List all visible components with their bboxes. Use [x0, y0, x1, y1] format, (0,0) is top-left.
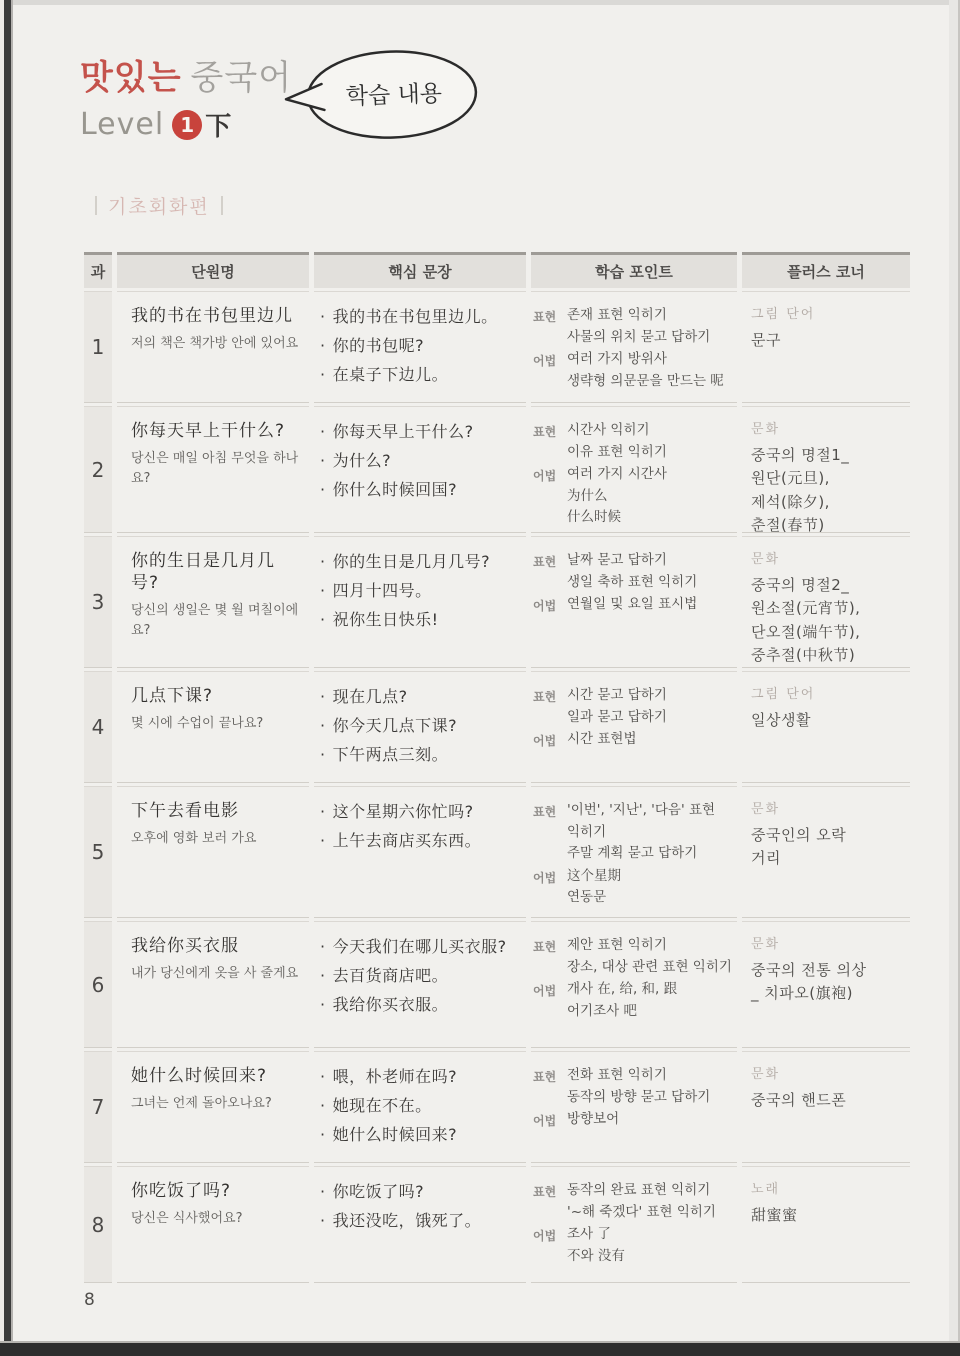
plus-line: 중국의 전통 의상: [751, 961, 867, 979]
unit-title-kr: 당신은 식사했어요?: [131, 1211, 243, 1227]
point-group: [533, 464, 737, 529]
point-line: 不와 没有: [567, 1247, 625, 1264]
point-label: 어법: [533, 469, 557, 484]
unit-name-cell: [117, 921, 309, 1048]
point-line: 주말 계획 묻고 답하기: [567, 845, 698, 862]
point-line: 동작의 방향 묻고 답하기: [567, 1088, 711, 1105]
header-plus-corner: 플러스 코너: [742, 252, 910, 288]
level-word: Level: [80, 107, 165, 142]
point-line: 날짜 묻고 답하기: [567, 552, 667, 568]
speech-bubble-text: 학습 내용: [345, 80, 443, 111]
point-lines: [567, 305, 710, 348]
sentence-item: · 四月十四号。: [320, 577, 524, 606]
lesson-number: 1: [84, 291, 112, 403]
sentence-item: · 祝你生日快乐!: [320, 606, 524, 635]
point-line: 장소, 대상 관련 표현 익히기: [567, 958, 732, 975]
unit-title-kr: 오후에 영화 보러 가요: [131, 831, 257, 847]
point-label: 표현: [533, 1185, 557, 1199]
sentence-item: · 我给你买衣服。: [320, 991, 524, 1020]
point-line: '~해 죽겠다' 표현 익히기: [567, 1203, 716, 1220]
sentence-list: [314, 406, 526, 533]
header-learning-points: 학습 포인트: [531, 252, 737, 288]
plus-corner-cell: [742, 536, 910, 668]
table-row: [84, 1166, 910, 1283]
point-line: 존재 표현 익히기: [567, 307, 667, 323]
point-line: 조사 了: [567, 1226, 611, 1243]
points-list: [531, 291, 737, 403]
speech-bubble-shape: [278, 43, 481, 148]
plus-line: 원단(元旦),: [751, 469, 830, 488]
point-group: [533, 800, 737, 865]
plus-corner-cell: [742, 291, 910, 403]
book-title: [80, 50, 292, 143]
point-line: 제안 표현 익히기: [567, 937, 667, 953]
point-line: 개사 在, 给, 和, 跟: [567, 981, 678, 998]
sentence-item: · 她什么时候回来?: [320, 1121, 524, 1150]
plus-label: 문화: [751, 937, 781, 952]
sentence-item: · 你的书包呢?: [320, 332, 524, 361]
point-lines: [567, 1224, 625, 1267]
book-title-sub: 중국어: [190, 58, 293, 98]
plus-lines: [751, 959, 910, 1006]
point-label: 표현: [533, 555, 557, 569]
point-line: 연동문: [567, 889, 607, 906]
plus-lines: [751, 824, 910, 871]
sentence-list: [314, 536, 526, 668]
unit-title-kr: 당신의 생일은 몇 월 며칠이에요?: [131, 603, 299, 638]
point-label: 표현: [533, 690, 557, 704]
plus-line: 춘절(春节): [751, 515, 825, 533]
point-label: 표현: [533, 805, 557, 819]
sentence-item: · 下午两点三刻。: [320, 741, 524, 770]
scan-edge-right: [949, 0, 960, 1356]
unit-name-cell: [117, 786, 309, 918]
point-line: 시간 묻고 답하기: [567, 687, 667, 703]
point-label: 어법: [533, 1114, 557, 1129]
point-line: 방향보어: [567, 1111, 620, 1128]
plus-label: 문화: [751, 552, 781, 567]
header-unit-name: 단원명: [117, 252, 309, 288]
plus-corner-cell: [742, 671, 910, 783]
sentence-list: [314, 671, 526, 783]
sentence-list: [314, 291, 526, 403]
sentence-item: · 为什么?: [320, 447, 524, 476]
plus-lines: [751, 329, 910, 352]
plus-label: 문화: [751, 1067, 781, 1082]
plus-lines: [751, 444, 910, 533]
table-row: [84, 786, 910, 918]
unit-title-cn: 你吃饭了吗?: [131, 1181, 232, 1201]
sentence-item: · 你的生日是几月几号?: [320, 548, 524, 577]
plus-lines: [751, 1204, 910, 1227]
point-label: 표현: [533, 425, 557, 439]
book-title-line: [80, 50, 292, 99]
plus-corner-cell: [742, 1051, 910, 1163]
unit-title-kr: 그녀는 언제 돌아오나요?: [131, 1096, 272, 1112]
table-row: [84, 921, 910, 1048]
plus-line: 중국의 명절2_: [751, 576, 850, 594]
point-line: 이유 표현 익히기: [567, 443, 667, 460]
point-line: 여러 가지 방위사: [567, 351, 667, 368]
points-list: [531, 536, 737, 668]
sentence-item: · 我还没吃，饿死了。: [320, 1207, 524, 1236]
plus-label: 문화: [751, 422, 781, 437]
sentence-item: · 你今天几点下课?: [320, 712, 524, 741]
unit-name-cell: [117, 1051, 309, 1163]
point-group: [533, 1109, 737, 1131]
unit-name-cell: [117, 291, 309, 403]
point-line: 여러 가지 시간사: [567, 466, 667, 483]
plus-line: 단오절(端午节),: [751, 622, 861, 641]
point-lines: [567, 550, 697, 593]
point-group: [533, 1065, 737, 1108]
point-group: [533, 866, 737, 909]
point-line: 这个星期: [567, 867, 621, 884]
plus-lines: [751, 1089, 910, 1112]
sentence-item: · 她现在不在。: [320, 1092, 524, 1121]
plus-line: 중국인의 오락: [751, 826, 847, 844]
sentence-item: · 今天我们在哪儿买衣服?: [320, 933, 524, 962]
section-label-text: 기초회화편: [108, 196, 210, 218]
point-lines: [567, 1109, 619, 1131]
point-lines: [567, 729, 637, 751]
contents-table: [84, 252, 910, 1286]
book-title-main: 맛있는: [80, 58, 182, 98]
plus-line: 중국의 핸드폰: [751, 1091, 847, 1109]
table-row: [84, 406, 910, 533]
unit-title-kr: 당신은 매일 아침 무엇을 하나요?: [131, 451, 299, 486]
points-list: [531, 1051, 737, 1163]
page-number: 8: [84, 1290, 95, 1310]
points-list: [531, 921, 737, 1048]
scan-edge-bottom: [0, 1341, 960, 1356]
sentence-list: [314, 786, 526, 918]
point-label: 어법: [533, 354, 557, 369]
speech-bubble: [278, 43, 481, 152]
plus-corner-cell: [742, 1166, 910, 1283]
sentence-list: [314, 1166, 526, 1283]
point-line: 사물의 위치 묻고 답하기: [567, 328, 711, 345]
point-line: 전화 표현 익히기: [567, 1067, 667, 1083]
level-suffix: 下: [205, 112, 232, 142]
scan-edge-top: [0, 0, 960, 5]
header-key-sentences: 핵심 문장: [314, 252, 526, 288]
lesson-number: 2: [84, 406, 112, 533]
point-line: 시간사 익히기: [567, 422, 650, 438]
unit-title-cn: 她什么时候回来?: [131, 1066, 268, 1086]
point-line: 일과 묻고 답하기: [567, 708, 667, 725]
unit-title-kr: 내가 당신에게 옷을 사 줄게요: [131, 966, 299, 982]
point-label: 어법: [533, 1229, 557, 1244]
section-label: [84, 192, 234, 219]
table-row: [84, 536, 910, 668]
plus-line: 원소절(元宵节),: [751, 599, 861, 618]
sentence-item: · 你什么时候回国?: [320, 476, 524, 505]
unit-title-cn: 我的书在书包里边儿: [131, 306, 293, 326]
unit-name-cell: [117, 406, 309, 533]
point-group: [533, 349, 737, 392]
plus-line: 일상생활: [751, 711, 811, 729]
point-line: '이번', '지난', '다음' 표현: [567, 802, 716, 818]
point-line: 동작의 완료 표현 익히기: [567, 1182, 711, 1198]
point-lines: [567, 420, 667, 463]
plus-line: 甜蜜蜜: [751, 1206, 798, 1224]
plus-line: 거리: [751, 849, 781, 868]
lesson-number: 6: [84, 921, 112, 1048]
header-lesson: 과: [84, 252, 112, 288]
lesson-number: 4: [84, 671, 112, 783]
point-label: 어법: [533, 870, 557, 885]
lesson-number: 3: [84, 536, 112, 668]
point-label: 표현: [533, 310, 557, 324]
point-line: 익히기: [567, 823, 607, 840]
point-group: [533, 594, 737, 616]
point-lines: [567, 594, 697, 616]
unit-title-kr: 몇 시에 수업이 끝나요?: [131, 716, 264, 732]
point-lines: [567, 866, 621, 909]
plus-corner-cell: [742, 786, 910, 918]
point-label: 어법: [533, 734, 557, 749]
scan-edge-left: [0, 0, 13, 1356]
point-lines: [567, 935, 732, 978]
table-row: [84, 291, 910, 403]
unit-title-cn: 你的生日是几月几号?: [131, 551, 275, 594]
sentence-list: [314, 921, 526, 1048]
point-line: 어기조사 吧: [567, 1002, 637, 1019]
plus-line: 중추절(中秋节): [751, 645, 856, 664]
point-line: 생략형 의문문을 만드는 呢: [567, 372, 724, 389]
unit-title-cn: 你每天早上干什么?: [131, 421, 286, 441]
point-group: [533, 729, 737, 751]
point-label: 표현: [533, 1070, 557, 1084]
unit-name-cell: [117, 1166, 309, 1283]
lesson-number: 5: [84, 786, 112, 918]
plus-lines: [751, 574, 910, 667]
section-bar-right: [221, 196, 223, 215]
sentence-item: · 喂，朴老师在吗?: [320, 1063, 524, 1092]
point-lines: [567, 800, 715, 865]
plus-line: 문구: [751, 331, 781, 349]
point-group: [533, 550, 737, 593]
point-lines: [567, 464, 667, 529]
point-group: [533, 1224, 737, 1267]
point-label: 어법: [533, 984, 557, 999]
sentence-item: · 去百货商店吧。: [320, 962, 524, 991]
point-line: 시간 표현법: [567, 731, 637, 748]
point-group: [533, 979, 737, 1022]
plus-line: 제석(除夕),: [751, 492, 830, 511]
sentence-item: · 这个星期六你忙吗?: [320, 798, 524, 827]
plus-lines: [751, 709, 910, 732]
points-list: [531, 671, 737, 783]
sentence-item: · 上午去商店买东西。: [320, 827, 524, 856]
unit-title-cn: 几点下课?: [131, 686, 214, 706]
sentence-item: · 你每天早上干什么?: [320, 418, 524, 447]
unit-name-cell: [117, 536, 309, 668]
point-label: 표현: [533, 940, 557, 954]
points-list: [531, 1166, 737, 1283]
point-group: [533, 420, 737, 463]
sentence-list: [314, 1051, 526, 1163]
lesson-number: 7: [84, 1051, 112, 1163]
point-line: 什么时候: [567, 509, 621, 526]
point-label: 어법: [533, 599, 557, 614]
table-row: [84, 671, 910, 783]
point-group: [533, 935, 737, 978]
sentence-item: · 现在几点?: [320, 683, 524, 712]
sentence-item: · 你吃饭了吗?: [320, 1178, 524, 1207]
point-lines: [567, 979, 677, 1022]
point-group: [533, 685, 737, 728]
lesson-number: 8: [84, 1166, 112, 1283]
point-line: 생일 축하 표현 익히기: [567, 573, 698, 590]
point-line: 연월일 및 요일 표시법: [567, 596, 698, 613]
unit-name-cell: [117, 671, 309, 783]
point-group: [533, 1180, 737, 1223]
point-lines: [567, 1065, 710, 1108]
point-lines: [567, 685, 667, 728]
table-row: [84, 1051, 910, 1163]
points-list: [531, 786, 737, 918]
unit-title-kr: 저의 책은 책가방 안에 있어요: [131, 336, 299, 352]
book-level: [80, 106, 292, 143]
table-header-row: [84, 252, 910, 288]
plus-corner-cell: [742, 406, 910, 533]
point-group: [533, 305, 737, 348]
point-lines: [567, 1180, 716, 1223]
plus-label: 그림 단어: [751, 687, 816, 702]
plus-label: 그림 단어: [751, 307, 816, 322]
unit-title-cn: 下午去看电影: [131, 801, 239, 821]
point-lines: [567, 349, 724, 392]
sentence-item: · 我的书在书包里边儿。: [320, 303, 524, 332]
table-body: [84, 291, 910, 1283]
plus-line: 중국의 명절1_: [751, 446, 850, 464]
plus-label: 문화: [751, 802, 781, 817]
plus-label: 노래: [751, 1182, 781, 1197]
sentence-item: · 在桌子下边儿。: [320, 361, 524, 390]
unit-title-cn: 我给你买衣服: [131, 936, 239, 956]
section-bar-left: [95, 196, 97, 215]
points-list: [531, 406, 737, 533]
point-line: 为什么: [567, 487, 608, 504]
level-number-badge: 1: [172, 110, 202, 140]
plus-corner-cell: [742, 921, 910, 1048]
plus-line: _ 치파오(旗袍): [751, 984, 853, 1003]
